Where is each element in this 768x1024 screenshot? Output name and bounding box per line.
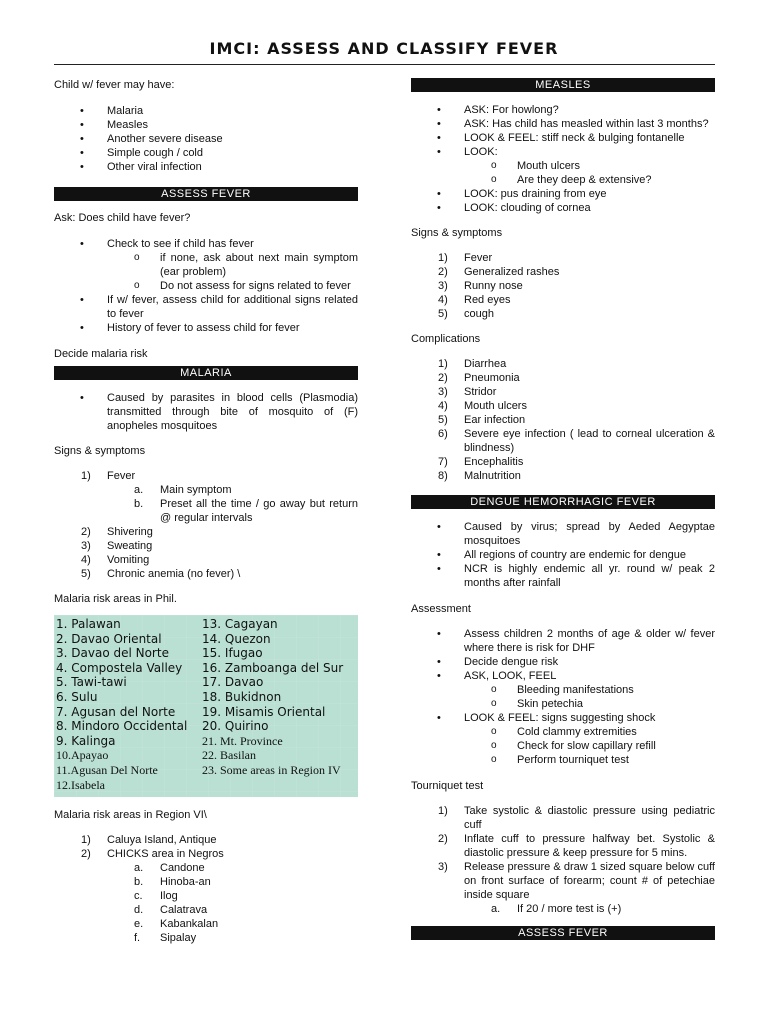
list-item: • LOOK: bbox=[411, 145, 715, 159]
sub-item: o Mouth ulcers bbox=[411, 159, 715, 173]
sub-item: d. Calatrava bbox=[134, 904, 208, 916]
table-cell: 12.Isabela bbox=[56, 777, 105, 792]
look-sublist bbox=[411, 159, 715, 187]
signs-label: Signs & symptoms bbox=[54, 445, 146, 457]
table-cell: 1. Palawan bbox=[56, 617, 121, 631]
malaria-header: MALARIA bbox=[54, 366, 358, 380]
list-item: 1) Fever bbox=[438, 252, 493, 264]
list-item: • Decide dengue risk bbox=[411, 655, 715, 669]
list-item: 5) Chronic anemia (no fever) \ bbox=[81, 568, 241, 580]
check-sublist bbox=[54, 251, 358, 293]
right-column bbox=[411, 76, 715, 940]
sub-item: a. Main symptom bbox=[134, 484, 232, 496]
list-item: 2) Inflate cuff to pressure halfway bet. Systolic & diastolic pressure & keep pressure for 5 mins. bbox=[438, 833, 715, 859]
table-cell: 9. Kalinga bbox=[56, 733, 116, 748]
table-cell: 8. Mindoro Occidental bbox=[56, 719, 188, 734]
list-item: 3) Runny nose bbox=[438, 280, 523, 292]
sub-item: a. Candone bbox=[134, 862, 205, 874]
measles-signs-label: Signs & symptoms bbox=[411, 227, 503, 239]
list-item: • LOOK & FEEL: stiff neck & bulging fontanelle bbox=[411, 131, 715, 145]
measles-header: MEASLES bbox=[411, 78, 715, 92]
list-item: • Check to see if child has fever bbox=[54, 237, 358, 251]
list-item: 1) Fever bbox=[81, 470, 136, 482]
list-item: • History of fever to assess child for fever bbox=[54, 321, 358, 335]
malaria-cause-list bbox=[54, 391, 358, 433]
table-cell: 11.Agusan Del Norte bbox=[56, 762, 158, 777]
complications-list bbox=[411, 357, 715, 483]
sub-item: o Cold clammy extremities bbox=[411, 725, 715, 739]
malaria-risk-table bbox=[54, 615, 358, 797]
risk-phil-label: Malaria risk areas in Phil. bbox=[54, 593, 177, 605]
list-item: • Caused by virus; spread by Aeded Aegyptae mosquitoes bbox=[411, 520, 715, 548]
tourniquet-sublist bbox=[411, 902, 715, 916]
table-cell: 13. Cagayan bbox=[202, 617, 278, 631]
table-cell: 3. Davao del Norte bbox=[56, 646, 169, 661]
region6-list bbox=[54, 833, 358, 861]
intro-text: Child w/ fever may have: bbox=[54, 79, 175, 91]
measles-list-cont bbox=[411, 187, 715, 215]
list-item: 6) Severe eye infection ( lead to corneal ulceration & blindness) bbox=[438, 428, 715, 454]
list-item: 3) Stridor bbox=[438, 386, 497, 398]
assess-list-cont bbox=[54, 293, 358, 335]
table-cell: 7. Agusan del Norte bbox=[56, 704, 176, 719]
sub-item: o Perform tourniquet test bbox=[411, 753, 715, 767]
sub-item: o Bleeding manifestations bbox=[411, 683, 715, 697]
list-item: 5) cough bbox=[438, 308, 494, 320]
fever-sublist bbox=[54, 483, 358, 525]
table-cell: 10.Apayao bbox=[56, 748, 109, 763]
assess-fever-header: ASSESS FEVER bbox=[54, 187, 358, 201]
list-item: • Caused by parasites in blood cells (Plasmodia) transmitted through bite of mosquito of (F) anopheles mosquitoes bbox=[54, 391, 358, 433]
list-item: 7) Encephalitis bbox=[438, 456, 524, 468]
assess-fever-footer-header: ASSESS FEVER bbox=[411, 926, 715, 940]
table-cell: 20. Quirino bbox=[202, 719, 269, 734]
list-item: 5) Ear infection bbox=[438, 414, 526, 426]
table-cell: 16. Zamboanga del Sur bbox=[202, 660, 344, 675]
table-cell: 22. Basilan bbox=[202, 748, 256, 763]
list-item: 4) Vomiting bbox=[81, 554, 150, 566]
sub-item: o Do not assess for signs related to fever bbox=[54, 279, 358, 293]
list-item: 2) Generalized rashes bbox=[438, 266, 560, 278]
list-item: • LOOK: pus draining from eye bbox=[411, 187, 715, 201]
page-title: IMCI: ASSESS AND CLASSIFY FEVER bbox=[209, 39, 559, 58]
dengue-list bbox=[411, 520, 715, 590]
list-item: 3) Release pressure & draw 1 sized square below cuff on front surface of forearm; count # of petechiae inside square bbox=[438, 861, 715, 901]
assessment-list-cont bbox=[411, 711, 715, 725]
risk-table-col-2 bbox=[202, 617, 343, 778]
list-item: 3) Sweating bbox=[81, 540, 153, 552]
list-item: 2) CHICKS area in Negros bbox=[81, 848, 224, 860]
list-item: 8) Malnutrition bbox=[438, 470, 521, 482]
table-cell: 21. Mt. Province bbox=[202, 733, 283, 748]
sub-item: e. Kabankalan bbox=[134, 918, 219, 930]
table-cell: 2. Davao Oriental bbox=[56, 631, 162, 646]
left-column bbox=[54, 76, 358, 945]
tourniquet-label: Tourniquet test bbox=[411, 780, 484, 792]
dengue-header: DENGUE HEMORRHAGIC FEVER bbox=[411, 495, 715, 509]
tourniquet-list bbox=[411, 804, 715, 902]
decide-malaria-text: Decide malaria risk bbox=[54, 348, 148, 360]
table-cell: 4. Compostela Valley bbox=[56, 660, 183, 675]
sub-item: a. If 20 / more test is (+) bbox=[491, 903, 622, 915]
measles-list bbox=[411, 103, 715, 159]
complications-label: Complications bbox=[411, 333, 481, 345]
list-item: 4) Mouth ulcers bbox=[438, 400, 527, 412]
sub-item: o Skin petechia bbox=[411, 697, 715, 711]
list-item: • All regions of country are endemic for dengue bbox=[411, 548, 715, 562]
assessment-list bbox=[411, 627, 715, 683]
list-item: • Simple cough / cold bbox=[54, 146, 358, 160]
sub-item: o Are they deep & extensive? bbox=[411, 173, 715, 187]
table-cell: 23. Some areas in Region IV bbox=[202, 762, 341, 777]
list-item: • Other viral infection bbox=[54, 160, 358, 174]
list-item: 1) Diarrhea bbox=[438, 358, 507, 370]
sub-item: b. Hinoba-an bbox=[134, 876, 211, 888]
sub-item: o Check for slow capillary refill bbox=[411, 739, 715, 753]
alf-sublist bbox=[411, 683, 715, 711]
list-item: • ASK, LOOK, FEEL bbox=[411, 669, 715, 683]
table-cell: 5. Tawi-tawi bbox=[56, 675, 127, 690]
shock-sublist bbox=[411, 725, 715, 767]
ask-fever-text: Ask: Does child have fever? bbox=[54, 212, 191, 224]
table-cell: 14. Quezon bbox=[202, 631, 271, 646]
table-cell: 19. Misamis Oriental bbox=[202, 704, 326, 719]
intro-list bbox=[54, 104, 358, 174]
title-rule bbox=[54, 64, 715, 65]
list-item: • ASK: For howlong? bbox=[411, 103, 715, 117]
list-item: • Malaria bbox=[54, 104, 358, 118]
chicks-sublist bbox=[54, 861, 358, 945]
list-item: • If w/ fever, assess child for additional signs related to fever bbox=[54, 293, 358, 321]
list-item: • ASK: Has child has measled within last 3 months? bbox=[411, 117, 715, 131]
list-item: • LOOK: clouding of cornea bbox=[411, 201, 715, 215]
list-item: • Measles bbox=[54, 118, 358, 132]
list-item: 2) Pneumonia bbox=[438, 372, 520, 384]
list-item: • NCR is highly endemic all yr. round w/ peak 2 months after rainfall bbox=[411, 562, 715, 590]
malaria-signs-list bbox=[54, 469, 358, 483]
risk-table-col-1 bbox=[56, 617, 187, 792]
malaria-signs-list-cont bbox=[54, 525, 358, 581]
sub-item: b. Preset all the time / go away but return @ regular intervals bbox=[134, 498, 358, 524]
list-item: 4) Red eyes bbox=[438, 294, 511, 306]
sub-item: c. Ilog bbox=[134, 890, 178, 902]
table-cell: 18. Bukidnon bbox=[202, 689, 282, 704]
assessment-label: Assessment bbox=[411, 603, 471, 615]
list-item: 1) Caluya Island, Antique bbox=[81, 834, 217, 846]
risk-region6-label: Malaria risk areas in Region VI\ bbox=[54, 809, 207, 821]
list-item: • LOOK & FEEL: signs suggesting shock bbox=[411, 711, 715, 725]
table-cell: 15. Ifugao bbox=[202, 646, 263, 661]
table-cell: 6. Sulu bbox=[56, 689, 98, 704]
list-item: • Assess children 2 months of age & older w/ fever where there is risk for DHF bbox=[411, 627, 715, 655]
assess-list bbox=[54, 237, 358, 251]
table-cell: 17. Davao bbox=[202, 675, 264, 690]
list-item: • Another severe disease bbox=[54, 132, 358, 146]
list-item: 1) Take systolic & diastolic pressure using pediatric cuff bbox=[438, 805, 715, 831]
measles-signs-list bbox=[411, 251, 715, 321]
sub-item: o if none, ask about next main symptom (ear problem) bbox=[54, 251, 358, 279]
list-item: 2) Shivering bbox=[81, 526, 153, 538]
sub-item: f. Sipalay bbox=[134, 932, 197, 944]
